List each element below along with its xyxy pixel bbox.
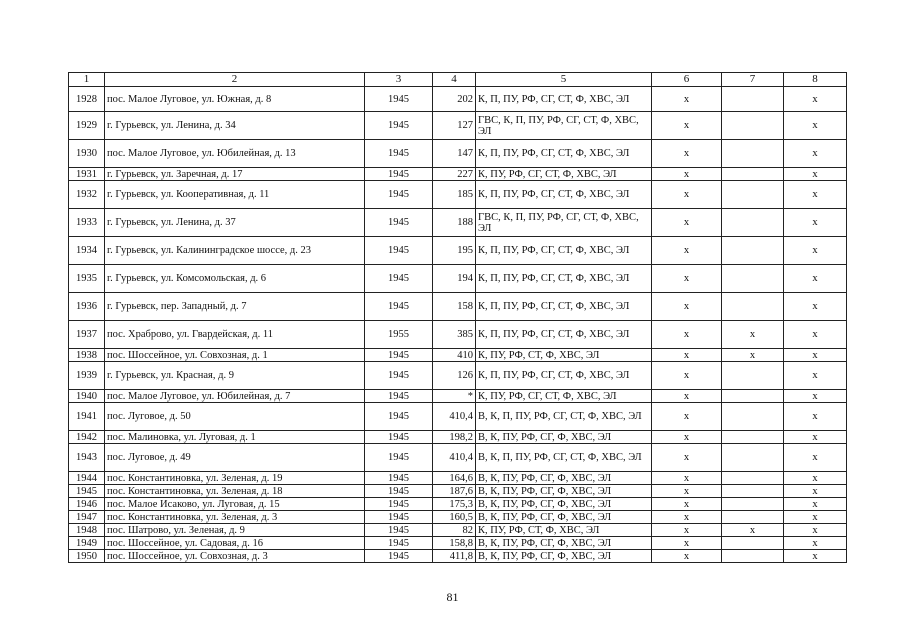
area-cell: 126 [433, 362, 476, 390]
table-row [69, 293, 847, 321]
area-cell: 164,6 [433, 472, 476, 485]
mark-col6-cell: x [652, 431, 722, 444]
mark-col6-cell: x [652, 209, 722, 237]
column-header: 2 [105, 73, 365, 87]
mark-col8-cell: x [784, 537, 847, 550]
mark-col8-cell: x [784, 168, 847, 181]
table-row [69, 444, 847, 472]
mark-col7-cell: x [722, 349, 784, 362]
mark-col6-cell: x [652, 321, 722, 349]
mark-col7-cell [722, 550, 784, 563]
address-cell: г. Гурьевск, ул. Ленина, д. 34 [105, 112, 365, 140]
table-row [69, 511, 847, 524]
area-cell: 194 [433, 265, 476, 293]
row-number: 1944 [69, 472, 105, 485]
row-number: 1929 [69, 112, 105, 140]
mark-col8-cell: x [784, 349, 847, 362]
area-cell: 175,3 [433, 498, 476, 511]
row-number: 1937 [69, 321, 105, 349]
systems-cell: ГВС, К, П, ПУ, РФ, СГ, СТ, Ф, ХВС, ЭЛ [476, 112, 652, 140]
table-row [69, 472, 847, 485]
mark-col6-cell: x [652, 265, 722, 293]
mark-col7-cell [722, 498, 784, 511]
mark-col7-cell [722, 181, 784, 209]
year-cell: 1945 [365, 181, 433, 209]
column-header: 3 [365, 73, 433, 87]
systems-cell: В, К, ПУ, РФ, СГ, Ф, ХВС, ЭЛ [476, 537, 652, 550]
mark-col7-cell [722, 403, 784, 431]
mark-col7-cell [722, 485, 784, 498]
systems-cell: В, К, П, ПУ, РФ, СГ, СТ, Ф, ХВС, ЭЛ [476, 403, 652, 431]
address-cell: пос. Шоссейное, ул. Совхозная, д. 1 [105, 349, 365, 362]
area-cell: 198,2 [433, 431, 476, 444]
table-row [69, 431, 847, 444]
mark-col7-cell [722, 168, 784, 181]
table-row [69, 181, 847, 209]
row-number: 1939 [69, 362, 105, 390]
systems-cell: В, К, ПУ, РФ, СГ, Ф, ХВС, ЭЛ [476, 511, 652, 524]
systems-cell: В, К, П, ПУ, РФ, СГ, СТ, Ф, ХВС, ЭЛ [476, 444, 652, 472]
row-number: 1943 [69, 444, 105, 472]
address-cell: пос. Малое Луговое, ул. Южная, д. 8 [105, 87, 365, 112]
row-number: 1938 [69, 349, 105, 362]
systems-cell: В, К, ПУ, РФ, СГ, Ф, ХВС, ЭЛ [476, 485, 652, 498]
address-cell: пос. Константиновка, ул. Зеленая, д. 19 [105, 472, 365, 485]
mark-col8-cell: x [784, 431, 847, 444]
mark-col7-cell [722, 112, 784, 140]
year-cell: 1945 [365, 498, 433, 511]
mark-col8-cell: x [784, 524, 847, 537]
systems-cell: К, ПУ, РФ, СТ, Ф, ХВС, ЭЛ [476, 524, 652, 537]
table-row [69, 265, 847, 293]
row-number: 1935 [69, 265, 105, 293]
area-cell: 160,5 [433, 511, 476, 524]
column-header: 6 [652, 73, 722, 87]
table-row [69, 209, 847, 237]
area-cell: 410 [433, 349, 476, 362]
year-cell: 1945 [365, 431, 433, 444]
year-cell: 1945 [365, 140, 433, 168]
header-row [69, 73, 847, 87]
area-cell: 410,4 [433, 403, 476, 431]
row-number: 1928 [69, 87, 105, 112]
mark-col7-cell [722, 237, 784, 265]
mark-col8-cell: x [784, 498, 847, 511]
row-number: 1948 [69, 524, 105, 537]
year-cell: 1945 [365, 168, 433, 181]
address-cell: пос. Малиновка, ул. Луговая, д. 1 [105, 431, 365, 444]
table-row [69, 87, 847, 112]
address-cell: г. Гурьевск, пер. Западный, д. 7 [105, 293, 365, 321]
year-cell: 1945 [365, 112, 433, 140]
area-cell: 185 [433, 181, 476, 209]
mark-col8-cell: x [784, 237, 847, 265]
row-number: 1934 [69, 237, 105, 265]
address-cell: пос. Луговое, д. 49 [105, 444, 365, 472]
systems-cell: К, ПУ, РФ, СТ, Ф, ХВС, ЭЛ [476, 349, 652, 362]
systems-cell: К, П, ПУ, РФ, СГ, СТ, Ф, ХВС, ЭЛ [476, 140, 652, 168]
mark-col8-cell: x [784, 550, 847, 563]
row-number: 1930 [69, 140, 105, 168]
mark-col6-cell: x [652, 87, 722, 112]
area-cell: 227 [433, 168, 476, 181]
mark-col6-cell: x [652, 472, 722, 485]
mark-col7-cell [722, 362, 784, 390]
row-number: 1936 [69, 293, 105, 321]
year-cell: 1945 [365, 511, 433, 524]
row-number: 1941 [69, 403, 105, 431]
area-cell: 195 [433, 237, 476, 265]
mark-col6-cell: x [652, 349, 722, 362]
mark-col8-cell: x [784, 209, 847, 237]
address-cell: г. Гурьевск, ул. Красная, д. 9 [105, 362, 365, 390]
mark-col6-cell: x [652, 524, 722, 537]
mark-col8-cell: x [784, 87, 847, 112]
row-number: 1932 [69, 181, 105, 209]
address-cell: пос. Шатрово, ул. Зеленая, д. 9 [105, 524, 365, 537]
systems-cell: К, П, ПУ, РФ, СГ, СТ, Ф, ХВС, ЭЛ [476, 87, 652, 112]
area-cell: 187,6 [433, 485, 476, 498]
systems-cell: К, ПУ, РФ, СГ, СТ, Ф, ХВС, ЭЛ [476, 168, 652, 181]
systems-cell: К, П, ПУ, РФ, СГ, СТ, Ф, ХВС, ЭЛ [476, 265, 652, 293]
data-table [68, 72, 847, 563]
mark-col7-cell [722, 472, 784, 485]
mark-col8-cell: x [784, 362, 847, 390]
table-row [69, 485, 847, 498]
table-row [69, 524, 847, 537]
systems-cell: К, П, ПУ, РФ, СГ, СТ, Ф, ХВС, ЭЛ [476, 362, 652, 390]
mark-col7-cell [722, 511, 784, 524]
area-cell: 82 [433, 524, 476, 537]
table-row [69, 498, 847, 511]
table-row [69, 537, 847, 550]
table-row [69, 349, 847, 362]
mark-col6-cell: x [652, 293, 722, 321]
year-cell: 1945 [365, 485, 433, 498]
row-number: 1947 [69, 511, 105, 524]
mark-col8-cell: x [784, 112, 847, 140]
address-cell: пос. Шоссейное, ул. Садовая, д. 16 [105, 537, 365, 550]
year-cell: 1955 [365, 321, 433, 349]
address-cell: пос. Малое Исаково, ул. Луговая, д. 15 [105, 498, 365, 511]
systems-cell: К, П, ПУ, РФ, СГ, СТ, Ф, ХВС, ЭЛ [476, 181, 652, 209]
year-cell: 1945 [365, 362, 433, 390]
area-cell: 158,8 [433, 537, 476, 550]
year-cell: 1945 [365, 209, 433, 237]
address-cell: пос. Малое Луговое, ул. Юбилейная, д. 7 [105, 390, 365, 403]
address-cell: пос. Храброво, ул. Гвардейская, д. 11 [105, 321, 365, 349]
year-cell: 1945 [365, 537, 433, 550]
column-header: 8 [784, 73, 847, 87]
mark-col8-cell: x [784, 293, 847, 321]
row-number: 1950 [69, 550, 105, 563]
year-cell: 1945 [365, 403, 433, 431]
mark-col7-cell [722, 444, 784, 472]
table-row [69, 362, 847, 390]
table-row [69, 321, 847, 349]
year-cell: 1945 [365, 524, 433, 537]
mark-col6-cell: x [652, 237, 722, 265]
year-cell: 1945 [365, 237, 433, 265]
mark-col6-cell: x [652, 444, 722, 472]
address-cell: пос. Луговое, д. 50 [105, 403, 365, 431]
address-cell: пос. Малое Луговое, ул. Юбилейная, д. 13 [105, 140, 365, 168]
systems-cell: К, П, ПУ, РФ, СГ, СТ, Ф, ХВС, ЭЛ [476, 293, 652, 321]
systems-cell: В, К, ПУ, РФ, СГ, Ф, ХВС, ЭЛ [476, 550, 652, 563]
row-number: 1945 [69, 485, 105, 498]
year-cell: 1945 [365, 550, 433, 563]
systems-cell: К, П, ПУ, РФ, СГ, СТ, Ф, ХВС, ЭЛ [476, 321, 652, 349]
mark-col6-cell: x [652, 362, 722, 390]
page-number: 81 [446, 590, 459, 604]
mark-col8-cell: x [784, 321, 847, 349]
row-number: 1931 [69, 168, 105, 181]
row-number: 1933 [69, 209, 105, 237]
row-number: 1942 [69, 431, 105, 444]
mark-col8-cell: x [784, 511, 847, 524]
mark-col7-cell [722, 390, 784, 403]
mark-col6-cell: x [652, 485, 722, 498]
area-cell: 410,4 [433, 444, 476, 472]
table-row [69, 550, 847, 563]
year-cell: 1945 [365, 444, 433, 472]
mark-col6-cell: x [652, 403, 722, 431]
area-cell: 188 [433, 209, 476, 237]
mark-col7-cell: x [722, 524, 784, 537]
year-cell: 1945 [365, 390, 433, 403]
mark-col8-cell: x [784, 485, 847, 498]
mark-col6-cell: x [652, 181, 722, 209]
address-cell: г. Гурьевск, ул. Ленина, д. 37 [105, 209, 365, 237]
year-cell: 1945 [365, 265, 433, 293]
mark-col7-cell [722, 431, 784, 444]
mark-col6-cell: x [652, 112, 722, 140]
systems-cell: В, К, ПУ, РФ, СГ, Ф, ХВС, ЭЛ [476, 498, 652, 511]
column-header: 5 [476, 73, 652, 87]
mark-col8-cell: x [784, 181, 847, 209]
mark-col7-cell [722, 293, 784, 321]
systems-cell: В, К, ПУ, РФ, СГ, Ф, ХВС, ЭЛ [476, 431, 652, 444]
table-row [69, 237, 847, 265]
area-cell: 127 [433, 112, 476, 140]
systems-cell: К, ПУ, РФ, СГ, СТ, Ф, ХВС, ЭЛ [476, 390, 652, 403]
area-cell: 147 [433, 140, 476, 168]
table-row [69, 112, 847, 140]
address-cell: пос. Константиновка, ул. Зеленая, д. 3 [105, 511, 365, 524]
mark-col6-cell: x [652, 498, 722, 511]
mark-col8-cell: x [784, 140, 847, 168]
year-cell: 1945 [365, 349, 433, 362]
address-cell: г. Гурьевск, ул. Калининградское шоссе, д. 23 [105, 237, 365, 265]
mark-col6-cell: x [652, 168, 722, 181]
systems-cell: К, П, ПУ, РФ, СГ, СТ, Ф, ХВС, ЭЛ [476, 237, 652, 265]
mark-col8-cell: x [784, 403, 847, 431]
mark-col6-cell: x [652, 511, 722, 524]
area-cell: 202 [433, 87, 476, 112]
mark-col7-cell [722, 140, 784, 168]
address-cell: пос. Константиновка, ул. Зеленая, д. 18 [105, 485, 365, 498]
area-cell: 385 [433, 321, 476, 349]
row-number: 1949 [69, 537, 105, 550]
table-row [69, 403, 847, 431]
row-number: 1940 [69, 390, 105, 403]
row-number: 1946 [69, 498, 105, 511]
mark-col7-cell [722, 265, 784, 293]
table-row [69, 390, 847, 403]
mark-col8-cell: x [784, 444, 847, 472]
address-cell: пос. Шоссейное, ул. Совхозная, д. 3 [105, 550, 365, 563]
table-row [69, 168, 847, 181]
area-cell: 158 [433, 293, 476, 321]
address-cell: г. Гурьевск, ул. Комсомольская, д. 6 [105, 265, 365, 293]
mark-col6-cell: x [652, 550, 722, 563]
mark-col7-cell [722, 209, 784, 237]
mark-col8-cell: x [784, 265, 847, 293]
systems-cell: В, К, ПУ, РФ, СГ, Ф, ХВС, ЭЛ [476, 472, 652, 485]
area-cell: * [433, 390, 476, 403]
year-cell: 1945 [365, 472, 433, 485]
address-cell: г. Гурьевск, ул. Кооперативная, д. 11 [105, 181, 365, 209]
column-header: 1 [69, 73, 105, 87]
mark-col7-cell [722, 87, 784, 112]
address-cell: г. Гурьевск, ул. Заречная, д. 17 [105, 168, 365, 181]
column-header: 7 [722, 73, 784, 87]
table-row [69, 140, 847, 168]
mark-col7-cell [722, 537, 784, 550]
column-header: 4 [433, 73, 476, 87]
year-cell: 1945 [365, 293, 433, 321]
area-cell: 411,8 [433, 550, 476, 563]
mark-col6-cell: x [652, 140, 722, 168]
mark-col8-cell: x [784, 472, 847, 485]
mark-col7-cell: x [722, 321, 784, 349]
mark-col8-cell: x [784, 390, 847, 403]
year-cell: 1945 [365, 87, 433, 112]
systems-cell: ГВС, К, П, ПУ, РФ, СГ, СТ, Ф, ХВС, ЭЛ [476, 209, 652, 237]
mark-col6-cell: x [652, 537, 722, 550]
mark-col6-cell: x [652, 390, 722, 403]
